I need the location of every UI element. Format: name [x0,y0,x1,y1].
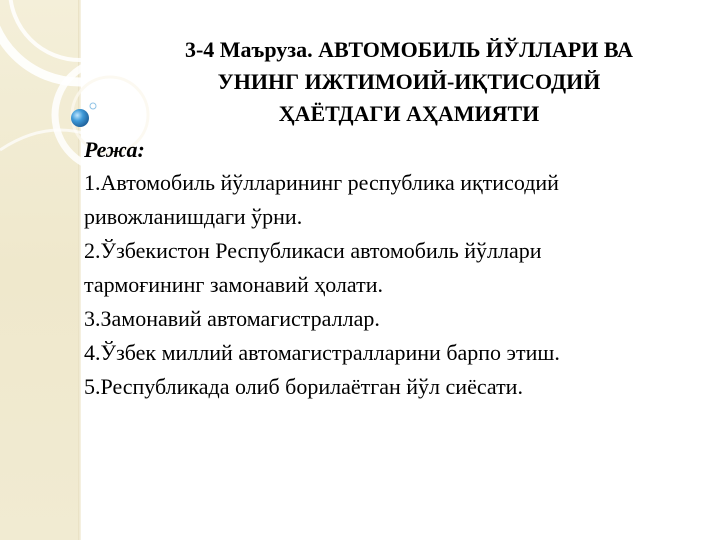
plan-item: тармоғининг замонавий ҳолати. [84,272,383,297]
plan-item: 4.Ўзбек миллий автомагистралларини барпо этиш. [84,340,560,365]
plan-item: 2.Ўзбекистон Республикаси автомобиль йўллари [84,238,542,263]
plan-list [84,166,704,404]
slide-title [114,34,704,130]
plan-item: 5.Республикада олиб борилаётган йўл сиёсати. [84,374,523,399]
slide-content [84,34,704,404]
plan-heading: Режа: [84,137,145,162]
plan-item: ривожланишдаги ўрни. [84,204,303,229]
plan-item: 3.Замонавий автомагистраллар. [84,306,380,331]
title-line: ҲАЁТДАГИ АҲАМИЯТИ [278,101,540,126]
title-line: 3-4 Маъруза. АВТОМОБИЛЬ ЙЎЛЛАРИ ВА [184,37,634,62]
title-line: УНИНГ ИЖТИМОИЙ-ИҚТИСОДИЙ [217,69,601,94]
plan-item: 1.Автомобиль йўлларининг республика иқтисодий [84,170,559,195]
